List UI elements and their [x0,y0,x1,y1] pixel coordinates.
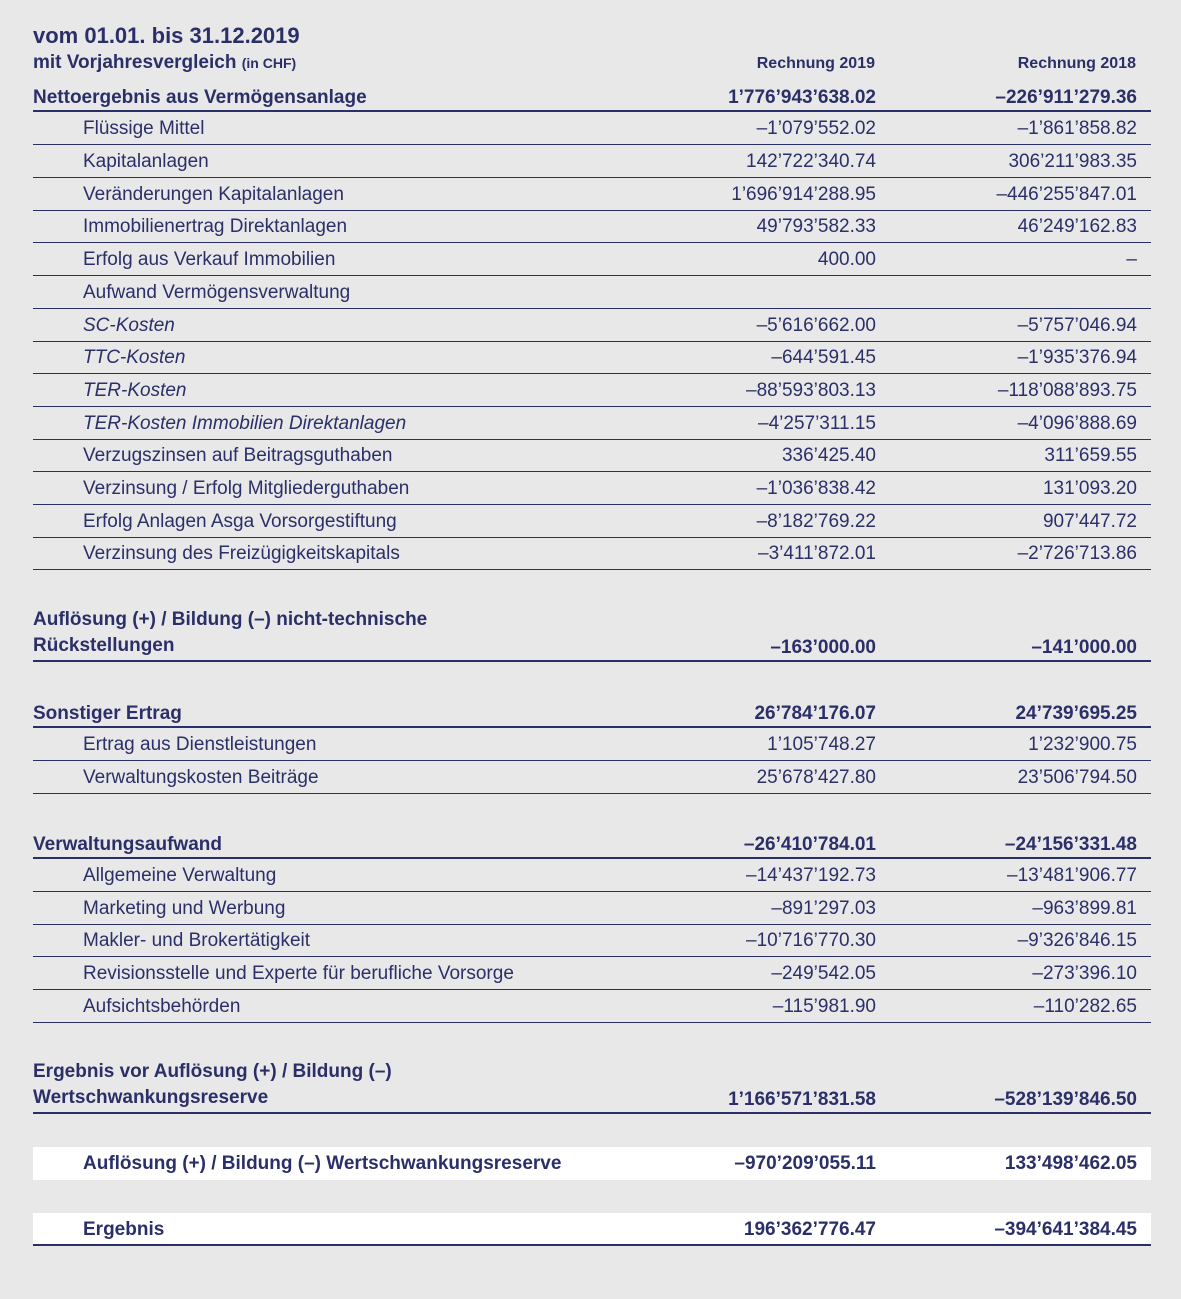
table-row [33,243,1151,276]
table-row [33,537,1151,570]
value-2018: 131’093.20 [1042,478,1137,499]
table-row [33,374,1151,407]
value-2019: 26’784’176.07 [754,703,876,724]
row-label: Revisionsstelle und Experte für berufliche Vorsorge [83,963,514,984]
row-label: SC-Kosten [83,315,175,336]
table-row [33,859,1151,892]
value-2018: –5’757’046.94 [1017,315,1137,336]
table-row [33,472,1151,505]
value-2018: –9’326’846.15 [1017,930,1137,951]
value-2019: –88’593’803.13 [746,380,876,401]
section-label-line1: Ergebnis vor Auflösung (+) / Bildung (–) [33,1061,392,1082]
table-row [33,178,1151,211]
value-2019: –1’036’838.42 [756,478,876,499]
table-row [33,892,1151,925]
value-2018: –963’899.81 [1032,898,1137,919]
value-2018: 907’447.72 [1042,511,1137,532]
value-2018: 23’506’794.50 [1017,767,1137,788]
value-2018: – [1126,249,1137,270]
value-2019: –891’297.03 [771,898,876,919]
row-label: Verwaltungskosten Beiträge [83,767,319,788]
table-row [33,407,1151,440]
value-2018: –1’935’376.94 [1017,347,1137,368]
row-label: Erfolg aus Verkauf Immobilien [83,249,336,270]
table-row [33,924,1151,957]
value-2018: –528’139’846.50 [994,1089,1137,1110]
section-label [33,1059,392,1111]
value-2019: –644’591.45 [771,347,876,368]
table-row [33,990,1151,1023]
table-row [33,112,1151,145]
value-2019: –970’209’055.11 [734,1153,876,1174]
row-label: Auflösung (+) / Bildung (–) Wertschwankungsreserve [83,1153,562,1174]
column-header-2019: Rechnung 2019 [756,55,875,72]
table-row [33,439,1151,472]
section-ergebnis-vor-wsr [33,1057,1151,1114]
value-2018: 46’249’162.83 [1017,216,1137,237]
section-verwaltungsaufwand [33,829,1151,859]
value-2018: –2’726’713.86 [1017,543,1137,564]
value-2019: 1’105’748.27 [767,734,876,755]
table-row [33,276,1151,309]
value-2018: –226’911’279.36 [995,87,1137,108]
section-label [33,607,427,659]
value-2018: –394’641’384.45 [994,1219,1137,1240]
table-row [33,210,1151,243]
value-2018: –141’000.00 [1031,637,1137,658]
page-subtitle [33,50,296,76]
value-2019: –8’182’769.22 [756,511,876,532]
value-2019: 1’776’943’638.02 [728,87,876,108]
value-2018: –24’156’331.48 [1004,834,1137,855]
value-2019: –3’411’872.01 [758,543,876,564]
value-2019: 400.00 [817,249,876,270]
page-title: vom 01.01. bis 31.12.2019 [33,23,300,48]
row-label: Verzugszinsen auf Beitragsguthaben [83,445,393,466]
value-2018: 1’232’900.75 [1028,734,1137,755]
row-label: TTC-Kosten [83,347,186,368]
value-2018: –13’481’906.77 [1007,865,1137,886]
value-2018: 24’739’695.25 [1015,703,1137,724]
section-rueckstellungen [33,605,1151,662]
value-2019: 142’722’340.74 [746,151,876,172]
row-label: Kapitalanlagen [83,151,209,172]
value-2019: –14’437’192.73 [746,865,876,886]
value-2018: –446’255’847.01 [996,184,1137,205]
row-label: Aufwand Vermögensverwaltung [83,282,351,303]
row-label: TER-Kosten Immobilien Direktanlagen [83,413,407,434]
row-label: Aufsichtsbehörden [83,996,241,1017]
section-label: Sonstiger Ertrag [33,703,182,724]
table-row [33,145,1151,178]
row-label: Marketing und Werbung [83,898,286,919]
section-netto [33,82,1151,112]
row-label: Immobilienertrag Direktanlagen [83,216,348,237]
column-header-2018: Rechnung 2018 [1017,55,1136,72]
value-2019: –163’000.00 [770,637,876,658]
value-2019: 1’166’571’831.58 [728,1089,876,1110]
value-2019: –115’981.90 [772,996,876,1017]
value-2019: –249’542.05 [771,963,876,984]
table-row [33,505,1151,538]
row-label: Ergebnis [83,1219,165,1240]
row-wertschwankungsreserve [33,1147,1151,1180]
value-2019: 49’793’582.33 [756,216,876,237]
value-2018: –273’396.10 [1032,963,1137,984]
row-ergebnis [33,1213,1151,1246]
table-row [33,761,1151,794]
section-label-line2: Rückstellungen [33,635,175,656]
row-label: TER-Kosten [83,380,187,401]
value-2019: –1’079’552.02 [756,118,876,139]
value-2019: –10’716’770.30 [746,930,876,951]
section-label-line1: Auflösung (+) / Bildung (–) nicht-technische [33,609,428,630]
value-2018: 133’498’462.05 [1004,1153,1137,1174]
value-2018: 306’211’983.35 [1008,151,1137,172]
row-label: Verzinsung / Erfolg Mitgliederguthaben [83,478,410,499]
row-label: Ertrag aus Dienstleistungen [83,734,317,755]
section-label-line2: Wertschwankungsreserve [33,1087,269,1108]
currency-unit: (in CHF) [241,55,297,71]
row-label: Makler- und Brokertätigkeit [83,930,311,951]
row-label: Allgemeine Verwaltung [83,865,277,886]
row-label: Flüssige Mittel [83,118,205,139]
value-2018: –1’861’858.82 [1017,118,1137,139]
value-2019: –26’410’784.01 [743,834,876,855]
value-2019: 336’425.40 [781,445,876,466]
value-2019: 196’362’776.47 [743,1219,876,1240]
section-label: Nettoergebnis aus Vermögensanlage [33,87,367,108]
section-label: Verwaltungsaufwand [33,834,222,855]
subtitle-text: mit Vorjahresvergleich [33,52,237,73]
table-row [33,341,1151,374]
value-2018: –110’282.65 [1033,996,1137,1017]
section-sonstiger-ertrag [33,698,1151,728]
value-2019: 25’678’427.80 [756,767,876,788]
value-2018: –4’096’888.69 [1017,413,1137,434]
value-2018: –118’088’893.75 [997,380,1137,401]
table-row [33,957,1151,990]
value-2018: 311’659.55 [1044,445,1137,466]
table-row [33,309,1151,342]
value-2019: –5’616’662.00 [756,315,876,336]
value-2019: 1’696’914’288.95 [731,184,876,205]
row-label: Verzinsung des Freizügigkeitskapitals [83,543,400,564]
table-row [33,728,1151,761]
row-label: Erfolg Anlagen Asga Vorsorgestiftung [83,511,397,532]
row-label: Veränderungen Kapitalanlagen [83,184,344,205]
value-2019: –4’257’311.15 [758,413,876,434]
